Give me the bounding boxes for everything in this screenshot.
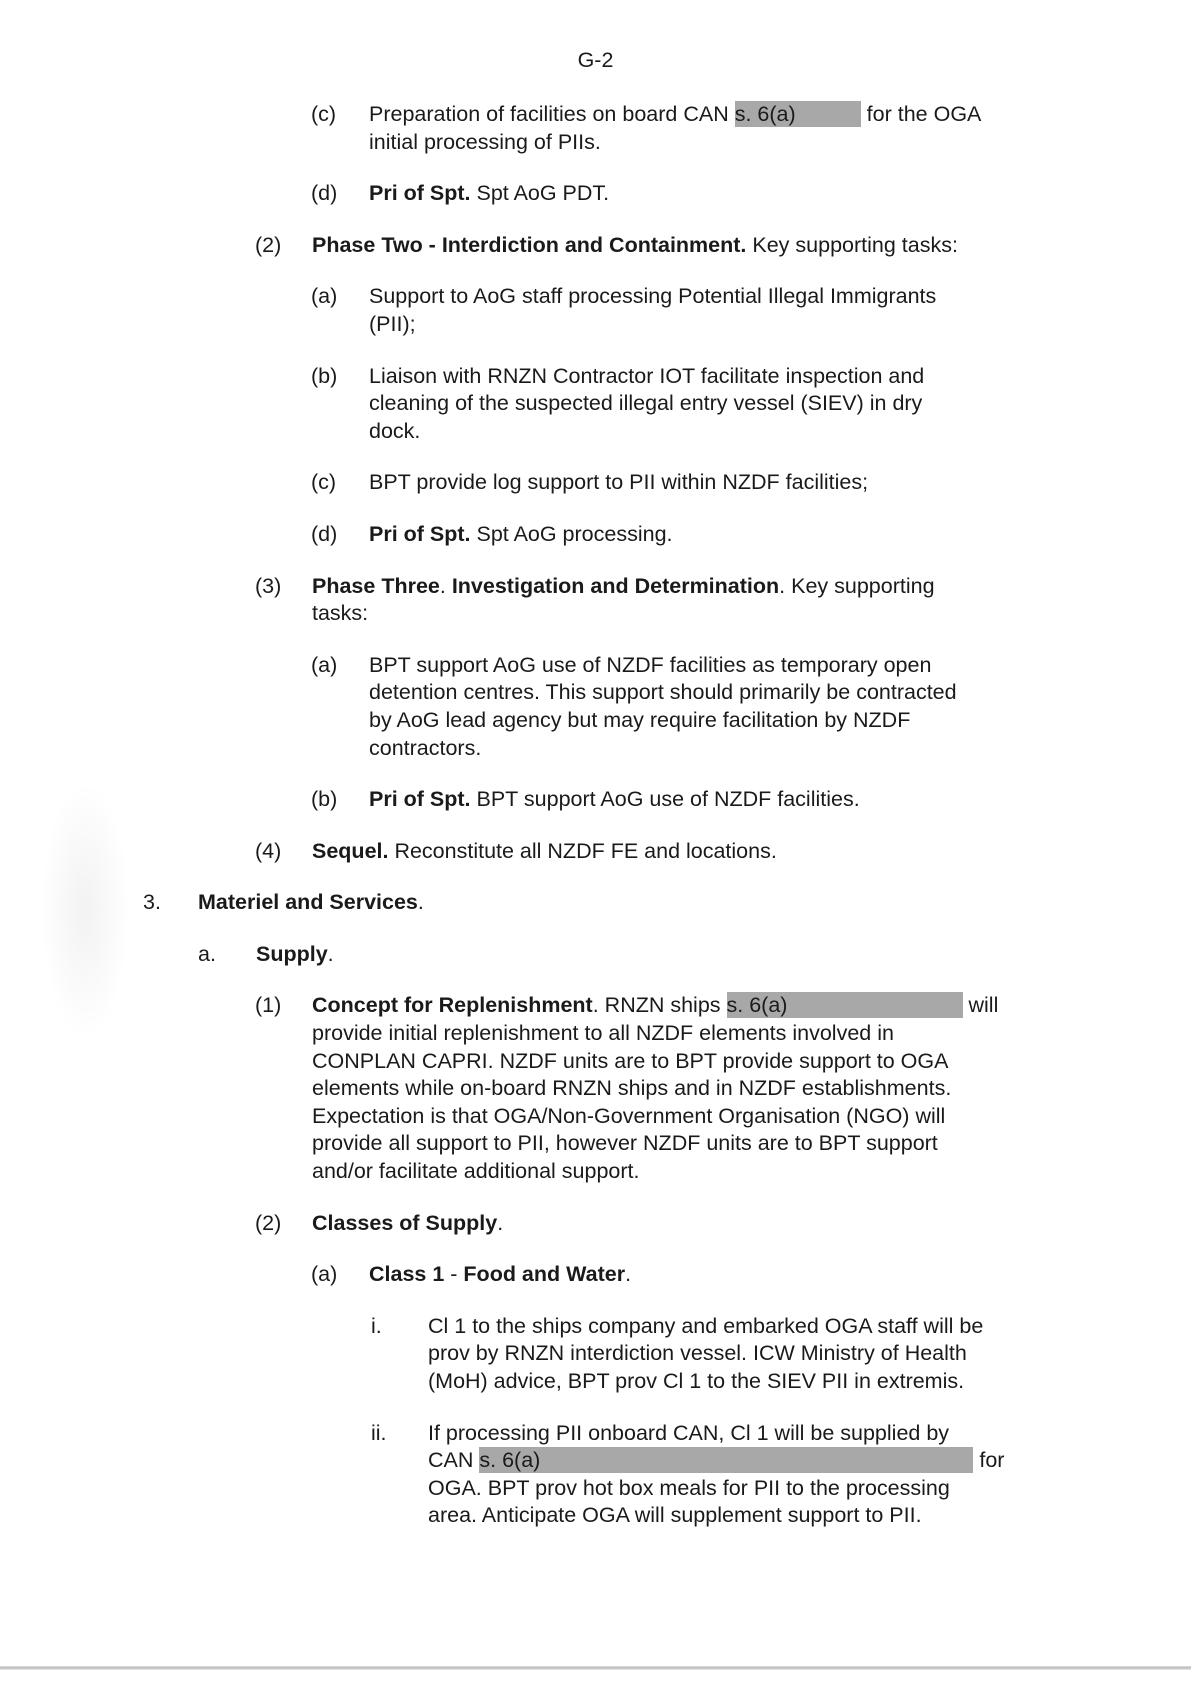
paragraph xyxy=(0,1313,1191,1396)
paragraph xyxy=(0,889,1191,917)
paragraph-label: 3. xyxy=(143,890,161,915)
text-segment: elements while on-board RNZN ships and in NZDF establishments. xyxy=(312,1076,952,1101)
paragraph-label: a. xyxy=(198,941,216,966)
text-segment: Preparation of facilities on board CAN xyxy=(369,102,729,126)
text-segment: and/or facilitate additional support. xyxy=(312,1159,640,1184)
text-segment: area. Anticipate OGA will supplement support to PII. xyxy=(428,1503,922,1528)
text-line xyxy=(369,735,1191,763)
paragraph-label: (c) xyxy=(311,102,337,126)
text-line xyxy=(256,941,1191,969)
bold-heading: Phase Two - Interdiction and Containment. xyxy=(312,232,747,257)
text-segment: OGA. BPT prov hot box meals for PII to the processing xyxy=(428,1475,950,1500)
text-line xyxy=(369,129,1191,157)
text-line xyxy=(312,1158,1191,1186)
text-line xyxy=(312,1048,1191,1076)
text-segment: - xyxy=(444,1262,464,1287)
text-line xyxy=(369,180,1191,208)
text-segment: . RNZN ships xyxy=(592,993,721,1018)
paragraph-label: (1) xyxy=(255,993,282,1018)
text-line xyxy=(198,889,1191,917)
text-segment: Key supporting tasks: xyxy=(746,232,958,257)
bold-heading: Investigation and Determination xyxy=(451,573,780,598)
text-segment: provide all support to PII, however NZDF units are to BPT support xyxy=(312,1131,938,1156)
text-line xyxy=(312,1020,1191,1048)
text-segment: . Key supporting xyxy=(779,573,935,598)
redaction-box: s. 6(a) xyxy=(735,101,861,127)
text-segment: BPT support AoG use of NZDF facilities. xyxy=(470,787,860,812)
paragraph xyxy=(0,1210,1191,1238)
text-line xyxy=(369,786,1191,814)
text-line xyxy=(369,521,1191,549)
text-line xyxy=(312,232,1191,260)
text-segment: . xyxy=(417,890,424,915)
text-line xyxy=(369,1261,1191,1289)
bold-heading: Classes of Supply xyxy=(312,1210,498,1235)
page-edge xyxy=(0,1666,1191,1670)
text-segment: Spt AoG PDT. xyxy=(470,181,610,206)
text-line xyxy=(312,992,1191,1020)
text-segment: provide initial replenishment to all NZDF elements involved in xyxy=(312,1021,894,1046)
text-segment: If processing PII onboard CAN, Cl 1 will be supplied by xyxy=(428,1420,950,1445)
paragraph xyxy=(0,992,1191,1185)
paragraph-label: (a) xyxy=(311,284,338,309)
paragraph-label: (b) xyxy=(311,363,338,388)
text-segment: . xyxy=(327,941,334,966)
text-line xyxy=(369,101,1191,129)
paragraph-label: (d) xyxy=(311,521,338,546)
text-segment: BPT provide log support to PII within NZDF facilities; xyxy=(369,470,869,495)
text-line xyxy=(312,600,1191,628)
text-line xyxy=(428,1420,1191,1448)
bold-heading: Pri of Spt. xyxy=(369,181,471,206)
text-segment: tasks: xyxy=(312,601,369,626)
text-segment: BPT support AoG use of NZDF facilities as temporary open xyxy=(369,652,932,677)
text-line xyxy=(369,390,1191,418)
paragraph-label: (b) xyxy=(311,787,338,812)
text-segment: Expectation is that OGA/Non-Government Organisation (NGO) will xyxy=(312,1103,946,1128)
text-line xyxy=(369,707,1191,735)
text-line xyxy=(428,1313,1191,1341)
paragraph-label: (4) xyxy=(255,838,282,863)
bold-heading: Class 1 xyxy=(369,1262,445,1287)
bold-heading: Pri of Spt. xyxy=(369,787,471,812)
text-line xyxy=(312,1210,1191,1238)
text-segment: for the OGA xyxy=(860,102,982,126)
text-line xyxy=(369,418,1191,446)
redaction-box: s. 6(a) xyxy=(479,1447,973,1473)
text-segment: contractors. xyxy=(369,735,482,760)
text-segment: prov by RNZN interdiction vessel. ICW Ministry of Health xyxy=(428,1341,967,1366)
text-line xyxy=(428,1340,1191,1368)
paragraph xyxy=(0,180,1191,208)
text-line xyxy=(369,679,1191,707)
text-line xyxy=(428,1368,1191,1396)
paragraph xyxy=(0,941,1191,969)
bold-heading: Materiel and Services xyxy=(198,890,418,915)
bold-heading: Pri of Spt. xyxy=(369,521,471,546)
paragraph xyxy=(0,521,1191,549)
text-segment: . xyxy=(497,1210,504,1235)
text-segment: CAN xyxy=(428,1448,480,1473)
text-line xyxy=(312,838,1191,866)
text-segment: . xyxy=(625,1262,632,1287)
paragraph-label: (2) xyxy=(255,232,282,257)
text-segment: (PII); xyxy=(369,311,416,336)
text-line xyxy=(369,311,1191,339)
text-line xyxy=(312,1075,1191,1103)
redaction-box: s. 6(a) xyxy=(727,992,963,1018)
paragraph-label: (3) xyxy=(255,573,282,598)
paragraph xyxy=(0,1261,1191,1289)
text-segment: Reconstitute all NZDF FE and locations. xyxy=(388,838,777,863)
paragraph xyxy=(0,786,1191,814)
paragraph xyxy=(0,363,1191,446)
text-segment: Spt AoG processing. xyxy=(470,521,673,546)
text-line xyxy=(428,1502,1191,1530)
bold-heading: Sequel. xyxy=(312,838,389,863)
paragraph-label: (d) xyxy=(311,181,338,206)
bold-heading: Food and Water xyxy=(463,1262,626,1287)
text-segment: by AoG lead agency but may require facilitation by NZDF xyxy=(369,707,911,732)
paragraph-label: ii. xyxy=(371,1420,387,1445)
text-segment: . xyxy=(439,573,452,598)
paragraph-label: (a) xyxy=(311,1262,338,1287)
paragraph xyxy=(0,1420,1191,1530)
text-segment: will xyxy=(962,993,999,1018)
text-line xyxy=(312,1130,1191,1158)
text-line xyxy=(369,652,1191,680)
text-segment: for xyxy=(973,1448,1005,1473)
text-segment: detention centres. This support should primarily be contracted xyxy=(369,680,957,705)
text-line xyxy=(369,363,1191,391)
text-line xyxy=(369,283,1191,311)
paragraph-label: (c) xyxy=(311,470,337,495)
page-number: G-2 xyxy=(577,48,614,72)
paragraph xyxy=(0,101,1191,156)
text-segment: Support to AoG staff processing Potential Illegal Immigrants xyxy=(369,284,937,309)
paragraph xyxy=(0,232,1191,260)
paragraph xyxy=(0,652,1191,762)
text-segment: cleaning of the suspected illegal entry vessel (SIEV) in dry xyxy=(369,391,923,416)
text-line xyxy=(428,1475,1191,1503)
document-body xyxy=(0,101,1191,1554)
paragraph-label: (a) xyxy=(311,652,338,677)
paragraph-label: (2) xyxy=(255,1210,282,1235)
text-segment: dock. xyxy=(369,418,421,443)
text-line xyxy=(428,1447,1191,1475)
paragraph-label: i. xyxy=(371,1313,382,1338)
text-segment: CONPLAN CAPRI. NZDF units are to BPT provide support to OGA xyxy=(312,1048,949,1073)
bold-heading: Phase Three xyxy=(312,573,440,598)
text-line xyxy=(369,469,1191,497)
paragraph xyxy=(0,838,1191,866)
bold-heading: Supply xyxy=(256,941,328,966)
paragraph xyxy=(0,573,1191,628)
text-segment: (MoH) advice, BPT prov Cl 1 to the SIEV PII in extremis. xyxy=(428,1369,965,1393)
text-segment: initial processing of PIIs. xyxy=(369,129,601,154)
paragraph xyxy=(0,283,1191,338)
text-segment: Cl 1 to the ships company and embarked OGA staff will be xyxy=(428,1313,984,1338)
bold-heading: Concept for Replenishment xyxy=(312,993,593,1018)
text-line xyxy=(312,573,1191,601)
text-line xyxy=(312,1103,1191,1131)
text-segment: Liaison with RNZN Contractor IOT facilitate inspection and xyxy=(369,363,925,388)
paragraph xyxy=(0,469,1191,497)
